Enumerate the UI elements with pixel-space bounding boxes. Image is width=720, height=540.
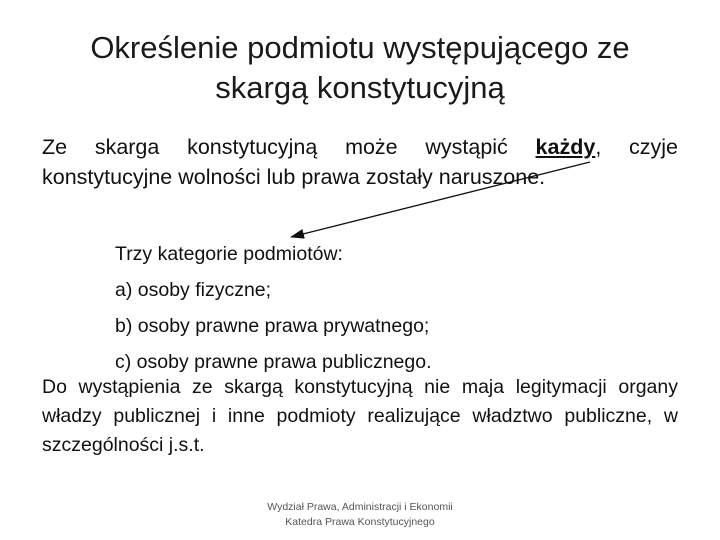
slide-title-line-1: Określenie podmiotu występującego ze bbox=[90, 30, 630, 65]
list-item: a) osoby fizyczne; bbox=[115, 279, 272, 301]
list-item: b) osoby prawne prawa prywatnego; bbox=[115, 315, 430, 337]
footer bbox=[200, 500, 520, 530]
subject-categories-list bbox=[115, 236, 432, 380]
list-item: c) osoby prawne prawa publicznego. bbox=[115, 351, 432, 373]
footer-department: Katedra Prawa Konstytucyjnego bbox=[285, 516, 435, 528]
slide-title-line-2: skargą konstytucyjną bbox=[215, 70, 505, 105]
highlight-kazdy: każdy bbox=[535, 135, 596, 159]
list-heading: Trzy kategorie podmiotów: bbox=[115, 243, 343, 265]
paragraph-no-standing: Do wystąpienia ze skargą konstytucyjną nie maja legitymacji organy władzy publicznej i inne podmioty realizujące władztwo publiczne, w szczególności j.s.t. bbox=[42, 376, 678, 456]
footer-faculty: Wydział Prawa, Administracji i Ekonomii bbox=[267, 501, 453, 513]
paragraph-1-before: Ze skarga konstytucyjną może wystąpić bbox=[42, 135, 536, 159]
paragraph-1-after: , czyje konstytucyjne wolności lub prawa zostały naruszone. bbox=[42, 135, 678, 189]
